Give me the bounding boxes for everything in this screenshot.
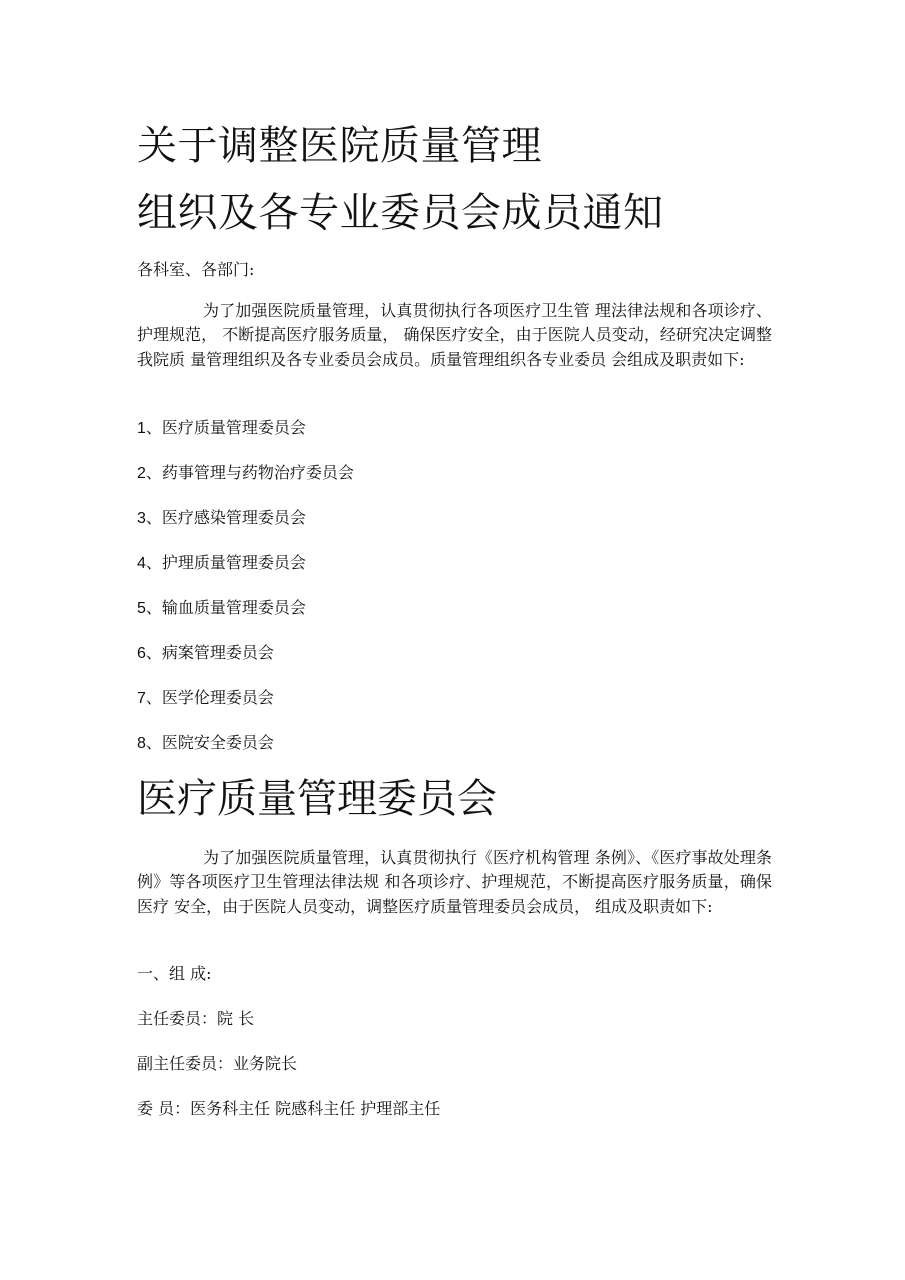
document-title-line2: 组织及各专业委员会成员通知	[137, 190, 664, 236]
list-item-number: 7	[137, 690, 146, 707]
member-line: 副主任委员：业务院长	[137, 1054, 298, 1073]
member-line: 委 员：医务科主任 院感科主任 护理部主任	[137, 1099, 441, 1118]
list-item-number: 3	[137, 510, 146, 527]
list-item-name: 医学伦理委员会	[161, 688, 274, 707]
composition-block	[137, 962, 440, 1142]
composition-heading: 一、组 成:	[137, 964, 212, 983]
list-item	[137, 551, 354, 596]
list-item-name: 药事管理与药物治疗委员会	[161, 463, 354, 482]
list-item-name: 医院安全委员会	[161, 733, 274, 752]
member-line: 主任委员：院 长	[137, 1009, 255, 1028]
list-item-separator: 、	[145, 598, 162, 617]
list-item-number: 6	[137, 645, 146, 662]
list-item	[137, 596, 354, 641]
list-item	[137, 416, 354, 461]
section-intro-paragraph: 为了加强医院质量管理，认真贯彻执行《医疗机构管理 条例》、《医疗事故处理条例》等各项医疗卫生管理法律法规 和各项诊疗、护理规范，不断提高医疗服务质量，确保医疗 安全，由于医院人员变动，调整医疗质量管理委员会成员， 组成及职责如下:	[137, 848, 772, 916]
list-item-number: 2	[137, 465, 146, 482]
salutation: 各科室、各部门:	[137, 260, 255, 279]
list-item	[137, 731, 354, 776]
list-item-separator: 、	[145, 463, 162, 482]
list-item-separator: 、	[145, 418, 162, 437]
list-item-separator: 、	[145, 643, 162, 662]
document-title-line1: 关于调整医院质量管理	[137, 123, 542, 169]
list-item-number: 5	[137, 600, 146, 617]
list-item-separator: 、	[145, 508, 162, 527]
list-item	[137, 461, 354, 506]
committee-list	[137, 416, 354, 776]
list-item-name: 病案管理委员会	[161, 643, 274, 662]
list-item-name: 医疗感染管理委员会	[161, 508, 306, 527]
list-item	[137, 506, 354, 551]
list-item-number: 8	[137, 735, 146, 752]
list-item	[137, 686, 354, 731]
list-item-separator: 、	[145, 733, 162, 752]
list-item-separator: 、	[145, 688, 162, 707]
list-item-name: 输血质量管理委员会	[161, 598, 306, 617]
list-item-separator: 、	[145, 553, 162, 572]
list-item-number: 4	[137, 555, 146, 572]
section-title: 医疗质量管理委员会	[137, 776, 497, 822]
list-item-number: 1	[137, 420, 146, 437]
list-item-name: 医疗质量管理委员会	[161, 418, 306, 437]
list-item	[137, 641, 354, 686]
list-item-name: 护理质量管理委员会	[161, 553, 306, 572]
intro-paragraph: 为了加强医院质量管理，认真贯彻执行各项医疗卫生管 理法律法规和各项诊疗、 护理规范， 不断提高医疗服务质量， 确保医疗安全，由于医院人员变动，经研究决定调整我院质 量管理组织及各专业委员会成员。质量管理组织各专业委员 会组成及职责如下:	[137, 301, 772, 369]
